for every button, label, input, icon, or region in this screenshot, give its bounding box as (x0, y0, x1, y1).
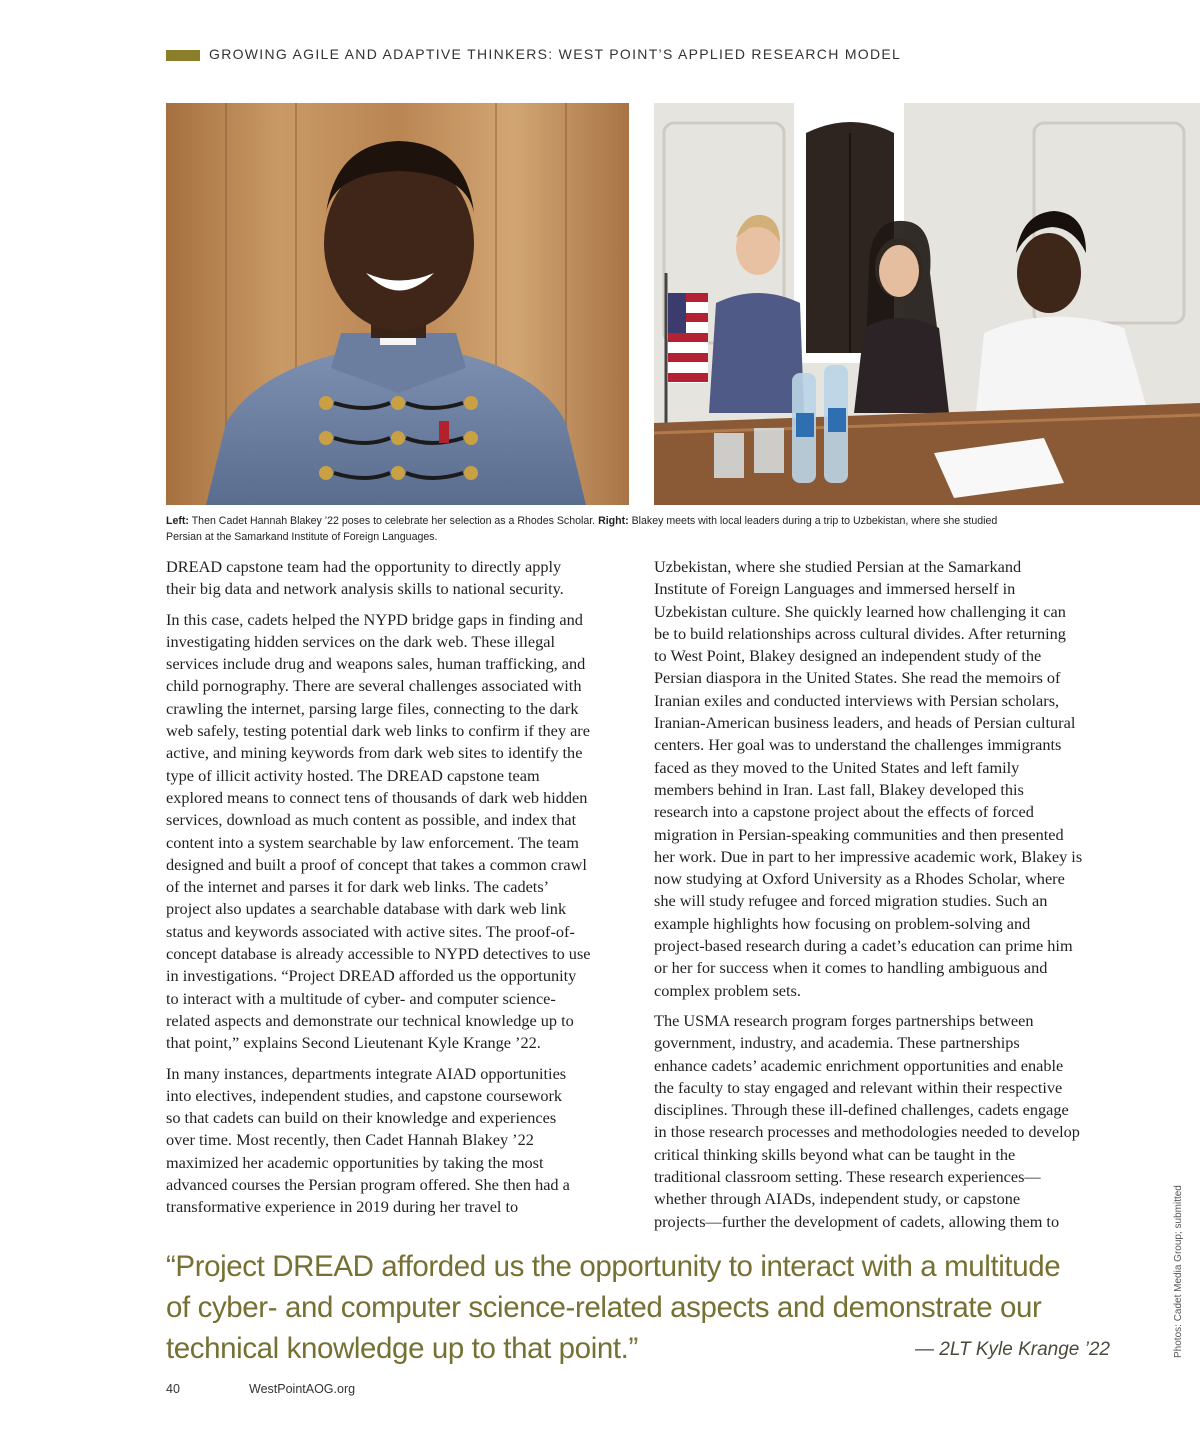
pull-quote-line: of cyber- and computer science-related aspects and demonstrate our (166, 1291, 1042, 1324)
text-line: the faculty to stay engaged and relevant within their respective (654, 1077, 1063, 1097)
cadet-portrait-photo (166, 103, 629, 505)
text-line: centers. Her goal was to understand the challenges immigrants (654, 735, 1062, 755)
text-line: Uzbekistan, where she studied Persian at the Samarkand (654, 557, 1022, 576)
text-line: crawling the internet, parsing large files, connecting to the dark (166, 698, 579, 718)
caption-right-text-2: Persian at the Samarkand Institute of Foreign Languages. (166, 531, 438, 543)
text-line: concept database is already accessible to NYPD detectives to use (166, 944, 591, 964)
text-line: active, and mining keywords from dark web sites to identify the (166, 743, 583, 763)
text-line: so that cadets can build on their knowledge and experiences (166, 1108, 557, 1128)
text-line: example highlights how focusing on problem-solving and (654, 913, 1031, 933)
text-line: services include drug and weapons sales, human trafficking, and (166, 654, 586, 674)
text-line: in investigations. “Project DREAD afforded us the opportunity (166, 966, 577, 986)
text-line: advanced courses the Persian program offered. She then had a (166, 1175, 570, 1195)
uzbekistan-meeting-photo (654, 103, 1200, 505)
caption-right-text-1: Blakey meets with local leaders during a trip to Uzbekistan, where she studied (628, 515, 998, 527)
paragraph (654, 1010, 1120, 1233)
text-line: into electives, independent studies, and capstone coursework (166, 1085, 563, 1105)
caption-left-text: Then Cadet Hannah Blakey ’22 poses to celebrate her selection as a Rhodes Scholar. (188, 515, 599, 527)
paragraph (166, 556, 631, 601)
text-line: investigating hidden services on the dark web. These illegal (166, 631, 555, 651)
text-line: maximized her academic opportunities by taking the most (166, 1152, 544, 1172)
text-line: government, industry, and academia. These partnerships (654, 1033, 1020, 1053)
text-line: faced as they moved to the United States and left family (654, 757, 1020, 777)
text-line: type of illicit activity hosted. The DREAD capstone team (166, 765, 540, 785)
body-column-right (654, 556, 1120, 1241)
text-line: disciplines. Through these ill-defined challenges, cadets engage (654, 1100, 1069, 1120)
text-line: whether through AIADs, independent study, or capstone (654, 1189, 1021, 1209)
text-line: complex problem sets. (654, 980, 801, 1000)
text-line: related aspects and demonstrate our technical knowledge up to (166, 1010, 574, 1030)
text-line: designed and built a proof of concept that takes a common crawl (166, 854, 587, 874)
text-line: over time. Most recently, then Cadet Hannah Blakey ’22 (166, 1130, 534, 1150)
paragraph (166, 609, 631, 1055)
caption-left-lead: Left: (166, 515, 189, 527)
text-line: her work. Due in part to her impressive academic work, Blakey is (654, 846, 1083, 866)
text-line: now studying at Oxford University as a Rhodes Scholar, where (654, 869, 1065, 889)
text-line: web safely, testing potential dark web links to confirm if they are (166, 721, 590, 741)
text-line: of the internet and parses it for dark web links. The cadets’ (166, 877, 550, 897)
header-accent-bar (166, 50, 200, 61)
text-line: services, download as much content as possible, and index that (166, 810, 577, 830)
running-title: GROWING AGILE AND ADAPTIVE THINKERS: WEST POINT’S APPLIED RESEARCH MODEL (209, 46, 902, 62)
text-line: In many instances, departments integrate AIAD opportunities (166, 1063, 567, 1083)
text-line: projects—further the development of cadets, allowing them to (654, 1211, 1060, 1231)
text-line: content into a system searchable by law enforcement. The team (166, 832, 579, 852)
text-line: child pornography. There are several challenges associated with (166, 676, 582, 696)
text-line: their big data and network analysis skills to national security. (166, 579, 564, 599)
paragraph (166, 1063, 631, 1219)
text-line: enhance cadets’ academic enrichment opportunities and enable (654, 1055, 1064, 1075)
text-line: be to build relationships across cultural divides. After returning (654, 623, 1066, 643)
text-line: or her for success when it comes to handling ambiguous and (654, 958, 1048, 978)
text-line: migration in Persian-speaking communities and then presented (654, 824, 1064, 844)
pull-quote-line: technical knowledge up to that point.” (166, 1332, 638, 1365)
text-line: The USMA research program forges partnerships between (654, 1010, 1034, 1030)
text-line: Iranian exiles and conducted interviews with Persian scholars, (654, 690, 1060, 710)
caption-right-lead: Right: (598, 515, 629, 527)
text-line: that point,” explains Second Lieutenant Kyle Krange ’22. (166, 1033, 541, 1053)
photo-caption (166, 513, 1126, 545)
text-line: project-based research during a cadet’s education can prime him (654, 936, 1073, 956)
text-line: status and keywords associated with active sites. The proof-of- (166, 921, 575, 941)
text-line: in those research processes and methodologies needed to develop (654, 1122, 1080, 1142)
text-line: Persian diaspora in the United States. She read the memoirs of (654, 668, 1061, 688)
text-line: she will study refugee and forced migration studies. Such an (654, 891, 1048, 911)
text-line: Uzbekistan culture. She quickly learned how challenging it can (654, 601, 1066, 621)
text-line: research into a capstone project about the effects of forced (654, 802, 1034, 822)
photo-credit: Photos: Cadet Media Group; submitted (1173, 1185, 1184, 1358)
paragraph (654, 556, 1120, 1002)
pull-quote-attribution: — 2LT Kyle Krange ’22 (914, 1339, 1110, 1360)
footer-website: WestPointAOG.org (249, 1382, 356, 1396)
text-line: explored means to connect tens of thousands of dark web hidden (166, 787, 588, 807)
text-line: to interact with a multitude of cyber- and computer science- (166, 988, 556, 1008)
text-line: traditional classroom setting. These research experiences— (654, 1167, 1041, 1187)
text-line: project also updates a searchable database with dark web link (166, 899, 567, 919)
text-line: DREAD capstone team had the opportunity to directly apply (166, 557, 562, 576)
body-column-left (166, 556, 631, 1227)
text-line: Institute of Foreign Languages and immersed herself in (654, 579, 1016, 599)
text-line: transformative experience in 2019 during her travel to (166, 1197, 519, 1217)
text-line: Iranian-American business leaders, and heads of Persian cultural (654, 713, 1076, 733)
page-number: 40 (166, 1382, 180, 1396)
text-line: critical thinking skills beyond what can be taught in the (654, 1144, 1016, 1164)
text-line: members behind in Iran. Last fall, Blakey developed this (654, 779, 1024, 799)
pull-quote-line: “Project DREAD afforded us the opportunity to interact with a multitude (166, 1250, 1061, 1283)
text-line: In this case, cadets helped the NYPD bridge gaps in finding and (166, 609, 583, 629)
text-line: to West Point, Blakey designed an independent study of the (654, 646, 1042, 666)
